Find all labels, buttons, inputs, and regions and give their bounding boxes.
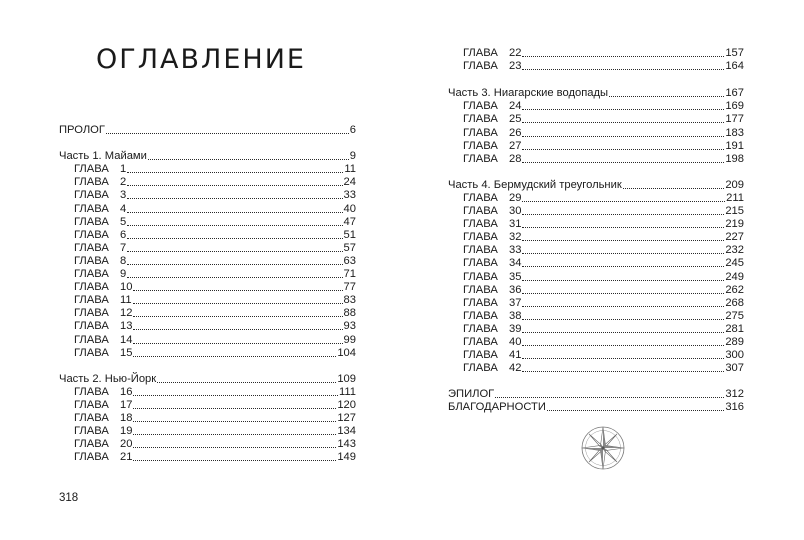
chapter-word: ГЛАВА [463, 349, 498, 362]
chapter-word: ГЛАВА [463, 335, 498, 348]
page-ref: 57 [343, 241, 356, 254]
chapter-word: ГЛАВА [74, 398, 109, 411]
page-ref: 262 [725, 283, 744, 296]
page-ref: 307 [725, 362, 744, 375]
toc-entry-chapter-20[interactable] [59, 438, 356, 451]
chapter-word: ГЛАВА [74, 320, 109, 333]
toc-entry-chapter-36[interactable] [448, 284, 744, 297]
page-ref: 198 [725, 152, 744, 165]
toc-entry-chapter-35[interactable] [448, 270, 744, 283]
chapter-word: ГЛАВА [463, 47, 498, 60]
page-ref: 77 [343, 281, 356, 294]
toc-entry-part-1[interactable]: Часть 1. Майами 9 [59, 150, 356, 163]
toc-entry-chapter-32[interactable] [448, 231, 744, 244]
page-ref: 177 [725, 113, 744, 126]
toc-entry-chapter-7[interactable] [59, 242, 356, 255]
toc-entry-part-4[interactable]: Часть 4. Бермудский треугольник 209 [448, 178, 744, 191]
page-ref: 88 [343, 307, 356, 320]
toc-entry-chapter-6[interactable] [59, 229, 356, 242]
toc-entry-chapter-42[interactable] [448, 362, 744, 375]
chapter-word: ГЛАВА [74, 189, 109, 202]
page-ref: 164 [725, 60, 744, 73]
chapter-number: 30 [509, 205, 522, 218]
chapter-word: ГЛАВА [74, 411, 109, 424]
chapter-number: 35 [509, 270, 522, 283]
chapter-number: 9 [120, 268, 127, 281]
chapter-number: 29 [509, 191, 522, 204]
page-ref: 157 [725, 47, 744, 60]
chapter-number: 41 [509, 349, 522, 362]
chapter-number: 15 [120, 346, 133, 359]
toc-entry-chapter-38[interactable] [448, 310, 744, 323]
page-ref: 71 [343, 268, 356, 281]
chapter-number: 5 [120, 215, 127, 228]
chapter-word: ГЛАВА [463, 113, 498, 126]
chapter-word: ГЛАВА [463, 257, 498, 270]
chapter-word: ГЛАВА [463, 231, 498, 244]
chapter-word: ГЛАВА [74, 307, 109, 320]
toc-entry-chapter-31[interactable] [448, 218, 744, 231]
chapter-number: 25 [509, 113, 522, 126]
chapter-number: 21 [120, 451, 133, 464]
toc-entry-chapter-34[interactable] [448, 257, 744, 270]
page-ref: 47 [343, 215, 356, 228]
chapter-number: 20 [120, 438, 133, 451]
chapter-number: 22 [509, 47, 522, 60]
chapter-number: 1 [120, 163, 127, 176]
chapter-word: ГЛАВА [74, 268, 109, 281]
toc-entry-chapter-19[interactable] [59, 425, 356, 438]
chapter-number: 12 [120, 307, 133, 320]
page-ref: 232 [725, 244, 744, 257]
chapter-number: 26 [509, 126, 522, 139]
page-number: 318 [59, 492, 79, 504]
page-ref: 268 [725, 296, 744, 309]
toc-entry-chapter-25[interactable] [448, 113, 744, 126]
chapter-word: ГЛАВА [74, 385, 109, 398]
page-ref: 143 [337, 438, 356, 451]
toc-entry-chapter-2[interactable] [59, 176, 356, 189]
chapter-number: 14 [120, 333, 133, 346]
page-ref: 169 [725, 100, 744, 113]
toc-entry-chapter-33[interactable] [448, 244, 744, 257]
chapter-number: 42 [509, 362, 522, 375]
chapter-word: ГЛАВА [74, 176, 109, 189]
toc-entry-part-2[interactable]: Часть 2. Нью-Йорк 109 [59, 372, 356, 385]
toc-entry-chapter-12[interactable] [59, 307, 356, 320]
chapter-word: ГЛАВА [463, 218, 498, 231]
toc-entry-chapter-4[interactable] [59, 202, 356, 215]
chapter-word: ГЛАВА [463, 283, 498, 296]
page-ref: 83 [343, 294, 356, 307]
toc-entry-chapter-22[interactable] [448, 47, 744, 60]
chapter-number: 31 [509, 218, 522, 231]
toc-entry-acknowledgements[interactable]: БЛАГОДАРНОСТИ 316 [448, 401, 744, 414]
chapter-number: 24 [509, 100, 522, 113]
chapter-word: ГЛАВА [463, 270, 498, 283]
chapter-word: ГЛАВА [74, 241, 109, 254]
page-ref: 281 [725, 322, 744, 335]
chapter-word: ГЛАВА [463, 362, 498, 375]
toc-entry-chapter-15[interactable] [59, 347, 356, 360]
chapter-word: ГЛАВА [463, 191, 498, 204]
toc-entry-epilog[interactable]: ЭПИЛОГ 312 [448, 388, 744, 401]
page-ref: 93 [343, 320, 356, 333]
right-page [402, 0, 804, 540]
chapter-word: ГЛАВА [74, 228, 109, 241]
page-ref: 289 [725, 335, 744, 348]
chapter-word: ГЛАВА [463, 139, 498, 152]
toc-entry-chapter-21[interactable] [59, 451, 356, 464]
chapter-number: 13 [120, 320, 133, 333]
toc-entry-chapter-28[interactable] [448, 153, 744, 166]
compass-rose-icon [580, 425, 626, 471]
page-ref: 275 [725, 309, 744, 322]
chapter-number: 40 [509, 335, 522, 348]
toc-entry-chapter-30[interactable] [448, 205, 744, 218]
chapter-word: ГЛАВА [74, 425, 109, 438]
chapter-number: 23 [509, 60, 522, 73]
page-ref: 51 [343, 228, 356, 241]
chapter-word: ГЛАВА [463, 244, 498, 257]
page-ref: 149 [337, 451, 356, 464]
page-ref: 227 [725, 231, 744, 244]
chapter-word: ГЛАВА [463, 322, 498, 335]
toc-entry-chapter-9[interactable] [59, 268, 356, 281]
toc-entry-chapter-26[interactable] [448, 126, 744, 139]
toc-entry-chapter-27[interactable] [448, 140, 744, 153]
toc-entry-chapter-40[interactable] [448, 336, 744, 349]
page-ref: 134 [337, 425, 356, 438]
chapter-number: 3 [120, 189, 127, 202]
chapter-number: 38 [509, 309, 522, 322]
chapter-word: ГЛАВА [74, 438, 109, 451]
chapter-word: ГЛАВА [463, 126, 498, 139]
page-ref: 120 [337, 398, 356, 411]
page-ref: 111 [338, 385, 356, 398]
chapter-number: 10 [120, 281, 133, 294]
chapter-word: ГЛАВА [74, 163, 109, 176]
toc-entry-chapter-41[interactable] [448, 349, 744, 362]
chapter-number: 27 [509, 139, 522, 152]
page-ref: 219 [725, 218, 744, 231]
chapter-number: 36 [509, 283, 522, 296]
toc-entry-chapter-10[interactable] [59, 281, 356, 294]
toc-entry-chapter-5[interactable] [59, 216, 356, 229]
toc-list-left [59, 124, 356, 464]
chapter-number: 7 [120, 241, 127, 254]
page-ref: 211 [726, 191, 744, 204]
page-ref: 183 [725, 126, 744, 139]
chapter-number: 8 [120, 254, 127, 267]
chapter-word: ГЛАВА [463, 60, 498, 73]
page-ref: 191 [725, 139, 744, 152]
toc-entry-chapter-23[interactable] [448, 60, 744, 73]
chapter-word: ГЛАВА [74, 451, 109, 464]
chapter-number: 39 [509, 322, 522, 335]
chapter-word: ГЛАВА [463, 296, 498, 309]
page-ref: 99 [343, 333, 356, 346]
toc-entry-chapter-13[interactable] [59, 320, 356, 333]
toc-entry-prolog[interactable]: ПРОЛОГ 6 [59, 124, 356, 137]
toc-entry-chapter-17[interactable] [59, 399, 356, 412]
chapter-number: 28 [509, 152, 522, 165]
page-ref: 104 [337, 346, 356, 359]
toc-entry-chapter-16[interactable] [59, 386, 356, 399]
chapter-word: ГЛАВА [74, 281, 109, 294]
page-ref: 24 [343, 176, 356, 189]
chapter-word: ГЛАВА [463, 100, 498, 113]
chapter-word: ГЛАВА [74, 333, 109, 346]
toc-entry-chapter-29[interactable] [448, 192, 744, 205]
page-ref: 63 [343, 254, 356, 267]
chapter-word: ГЛАВА [463, 152, 498, 165]
chapter-word: ГЛАВА [74, 346, 109, 359]
chapter-number: 34 [509, 257, 522, 270]
chapter-number: 37 [509, 296, 522, 309]
toc-entry-part-3[interactable]: Часть 3. Ниагарские водопады 167 [448, 87, 744, 100]
page-ref: 33 [343, 189, 356, 202]
chapter-number: 18 [120, 411, 133, 424]
chapter-number: 19 [120, 425, 133, 438]
toc-entry-chapter-39[interactable] [448, 323, 744, 336]
page-ref: 249 [725, 270, 744, 283]
chapter-word: ГЛАВА [463, 309, 498, 322]
toc-entry-chapter-14[interactable] [59, 333, 356, 346]
page-ref: 40 [343, 202, 356, 215]
chapter-number: 16 [120, 385, 133, 398]
chapter-word: ГЛАВА [463, 205, 498, 218]
toc-entry-chapter-37[interactable] [448, 297, 744, 310]
toc-entry-chapter-11[interactable] [59, 294, 356, 307]
chapter-word: ГЛАВА [74, 202, 109, 215]
chapter-number: 11 [120, 294, 132, 307]
chapter-number: 2 [120, 176, 127, 189]
chapter-number: 33 [509, 244, 522, 257]
chapter-word: ГЛАВА [74, 215, 109, 228]
toc-entry-chapter-18[interactable] [59, 412, 356, 425]
toc-entry-chapter-3[interactable] [59, 189, 356, 202]
chapter-number: 4 [120, 202, 127, 215]
toc-entry-chapter-1[interactable] [59, 163, 356, 176]
page-ref: 127 [337, 411, 356, 424]
chapter-number: 32 [509, 231, 522, 244]
toc-entry-chapter-8[interactable] [59, 255, 356, 268]
page-ref: 245 [725, 257, 744, 270]
page-ref: 300 [725, 349, 744, 362]
page-title: ОГЛАВЛЕНИЕ [96, 44, 306, 75]
toc-list-right [448, 47, 744, 414]
chapter-number: 6 [120, 228, 127, 241]
toc-entry-chapter-24[interactable] [448, 100, 744, 113]
chapter-word: ГЛАВА [74, 294, 109, 307]
chapter-word: ГЛАВА [74, 254, 109, 267]
page-ref: 215 [725, 205, 744, 218]
chapter-number: 17 [120, 398, 133, 411]
page-ref: 11 [344, 163, 356, 176]
